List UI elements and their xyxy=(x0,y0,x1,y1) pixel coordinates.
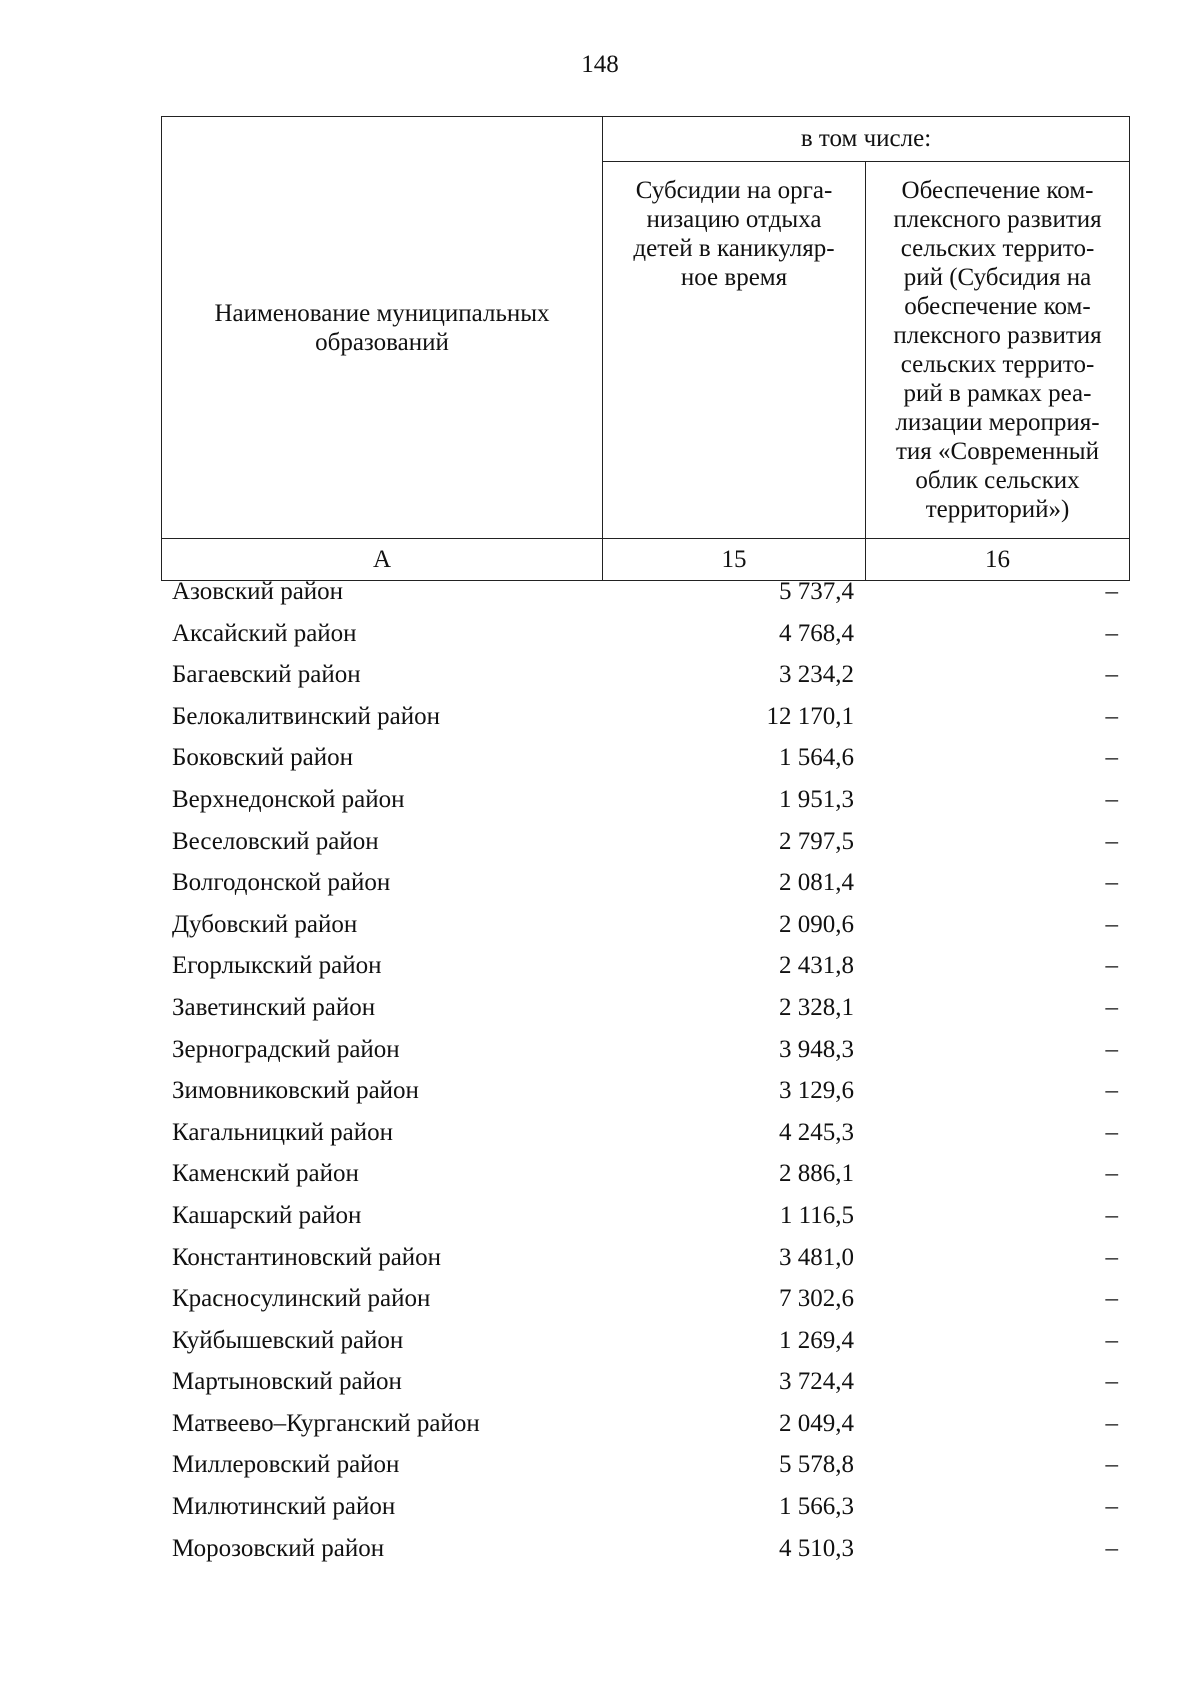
table-row xyxy=(161,571,1129,613)
rural-development-value: – xyxy=(1105,1201,1118,1229)
municipality-name: Кашарский район xyxy=(172,1201,362,1229)
rural-development-value: – xyxy=(1105,1409,1118,1437)
table-row xyxy=(161,862,1129,904)
column-index-16: 16 xyxy=(866,539,1130,581)
table-row xyxy=(161,1070,1129,1112)
column-header-15: Субсидии на орга- низацию отдыха детей в каникуляр- ное время xyxy=(603,162,866,539)
municipality-name: Боковский район xyxy=(172,744,353,772)
subsidy-value: 2 049,4 xyxy=(779,1409,854,1437)
table-row xyxy=(161,696,1129,738)
table-row xyxy=(161,1278,1129,1320)
municipality-name: Константиновский район xyxy=(172,1243,442,1271)
subsidy-value: 5 737,4 xyxy=(779,578,854,605)
rural-development-value: – xyxy=(1105,1368,1118,1396)
rural-development-value: – xyxy=(1105,1077,1118,1105)
municipality-name: Красносулинский район xyxy=(172,1285,431,1313)
rural-development-value: – xyxy=(1105,578,1118,605)
table-row xyxy=(161,1237,1129,1279)
table-row xyxy=(161,1528,1129,1570)
subsidy-value: 4 510,3 xyxy=(779,1534,854,1562)
subsidy-value: 1 951,3 xyxy=(779,785,854,813)
table-row xyxy=(161,779,1129,821)
rural-development-value: – xyxy=(1105,1285,1118,1313)
column-index-name: А xyxy=(162,539,603,581)
subsidy-value: 7 302,6 xyxy=(779,1285,854,1313)
municipality-name: Волгодонской район xyxy=(172,869,391,897)
rural-development-value: – xyxy=(1105,619,1118,647)
rural-development-value: – xyxy=(1105,1451,1118,1479)
subsidy-value: 3 948,3 xyxy=(779,1035,854,1063)
rural-development-value: – xyxy=(1105,952,1118,980)
rural-development-value: – xyxy=(1105,869,1118,897)
municipality-name: Егорлыкский район xyxy=(172,952,382,980)
table-row xyxy=(161,987,1129,1029)
subsidy-value: 4 768,4 xyxy=(779,619,854,647)
subsidy-value: 2 328,1 xyxy=(779,993,854,1021)
subsidy-value: 4 245,3 xyxy=(779,1118,854,1146)
subsidy-value: 3 481,0 xyxy=(779,1243,854,1271)
subsidy-value: 5 578,8 xyxy=(779,1451,854,1479)
municipality-name: Куйбышевский район xyxy=(172,1326,404,1354)
table-row xyxy=(161,654,1129,696)
table-row xyxy=(161,1320,1129,1362)
table-row xyxy=(161,737,1129,779)
municipality-name: Матвеево–Курганский район xyxy=(172,1409,480,1437)
table-body xyxy=(161,571,1129,1569)
rural-development-value: – xyxy=(1105,785,1118,813)
column-group-header: в том числе: xyxy=(603,117,1130,162)
rural-development-value: – xyxy=(1105,1534,1118,1562)
subsidy-value: 1 269,4 xyxy=(779,1326,854,1354)
table-row xyxy=(161,1112,1129,1154)
subsidy-value: 3 129,6 xyxy=(779,1077,854,1105)
rural-development-value: – xyxy=(1105,1035,1118,1063)
rural-development-value: – xyxy=(1105,661,1118,689)
table-header xyxy=(161,116,1130,581)
table-row xyxy=(161,1444,1129,1486)
municipality-name: Каменский район xyxy=(172,1160,359,1188)
subsidy-value: 2 090,6 xyxy=(779,910,854,938)
subsidy-value: 1 116,5 xyxy=(779,1201,854,1229)
subsidy-value: 1 566,3 xyxy=(779,1493,854,1521)
rural-development-value: – xyxy=(1105,1160,1118,1188)
table-row xyxy=(161,1403,1129,1445)
table-row xyxy=(161,821,1129,863)
rural-development-value: – xyxy=(1105,993,1118,1021)
column-index-15: 15 xyxy=(603,539,866,581)
subsidy-value: 2 886,1 xyxy=(779,1160,854,1188)
subsidy-value: 2 797,5 xyxy=(779,827,854,855)
municipality-name: Милютинский район xyxy=(172,1493,396,1521)
table-row xyxy=(161,1195,1129,1237)
subsidy-value: 1 564,6 xyxy=(779,744,854,772)
municipality-name: Заветинский район xyxy=(172,993,376,1021)
rural-development-value: – xyxy=(1105,910,1118,938)
table-row xyxy=(161,1029,1129,1071)
municipality-name: Миллеровский район xyxy=(172,1451,400,1479)
page-number: 148 xyxy=(581,51,619,78)
municipality-name: Зерноградский район xyxy=(172,1035,400,1063)
column-header-16: Обеспечение ком- плексного развития сельских террито- рий (Субсидия на обеспечение ком- плексного развития сельских террито- рий в рамках реа- лизации мероприя- тия «Современный облик сельских территорий») xyxy=(866,162,1130,539)
table-row xyxy=(161,613,1129,655)
column-header-name: Наименование муниципальных образований xyxy=(162,117,603,539)
table-row xyxy=(161,1486,1129,1528)
subsidy-value: 2 431,8 xyxy=(779,952,854,980)
subsidy-value: 2 081,4 xyxy=(779,869,854,897)
table-row xyxy=(161,945,1129,987)
subsidy-value: 3 234,2 xyxy=(779,661,854,689)
rural-development-value: – xyxy=(1105,1118,1118,1146)
rural-development-value: – xyxy=(1105,1326,1118,1354)
municipality-name: Кагальницкий район xyxy=(172,1118,394,1146)
rural-development-value: – xyxy=(1105,1493,1118,1521)
subsidy-value: 3 724,4 xyxy=(779,1368,854,1396)
municipality-name: Аксайский район xyxy=(172,619,357,647)
municipality-name: Дубовский район xyxy=(172,910,358,938)
municipality-name: Багаевский район xyxy=(172,661,361,689)
rural-development-value: – xyxy=(1105,702,1118,730)
rural-development-value: – xyxy=(1105,827,1118,855)
municipality-name: Мартыновский район xyxy=(172,1368,402,1396)
rural-development-value: – xyxy=(1105,1243,1118,1271)
table-row xyxy=(161,1361,1129,1403)
municipality-name: Морозовский район xyxy=(172,1534,385,1562)
municipality-name: Азовский район xyxy=(172,578,344,605)
municipality-name: Зимовниковский район xyxy=(172,1077,419,1105)
municipality-name: Белокалитвинский район xyxy=(172,702,440,730)
table-row xyxy=(161,1153,1129,1195)
rural-development-value: – xyxy=(1105,744,1118,772)
subsidy-value: 12 170,1 xyxy=(766,702,854,730)
table-row xyxy=(161,904,1129,946)
municipality-name: Веселовский район xyxy=(172,827,379,855)
municipality-name: Верхнедонской район xyxy=(172,785,405,813)
